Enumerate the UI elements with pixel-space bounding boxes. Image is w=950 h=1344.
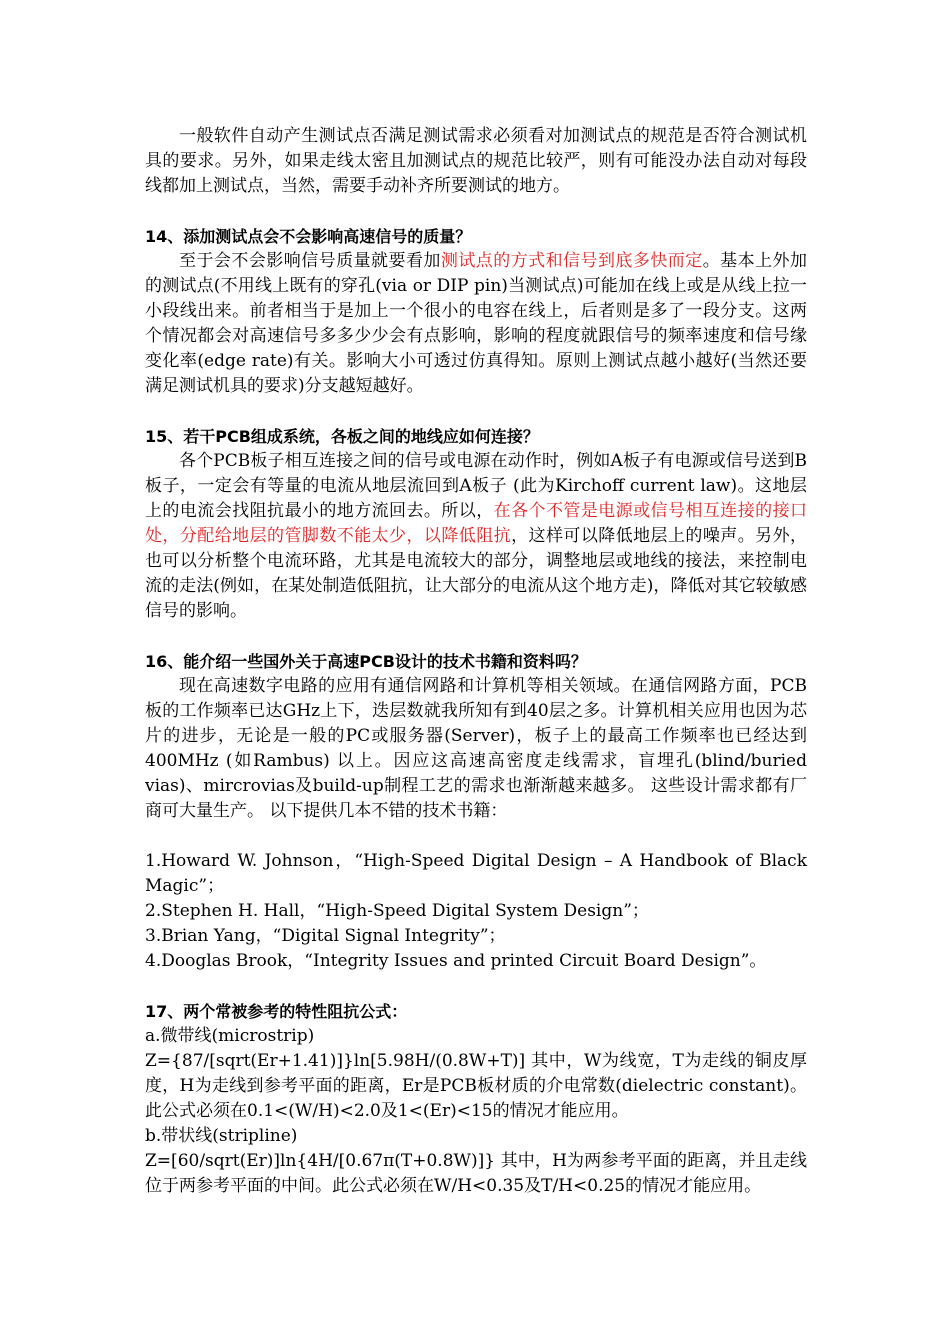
q14-text-b: 。基本上外加的测试点(不用线上既有的穿孔(via or DIP pin)当测试点)可能加在线上或是从线上拉一小段线出来。前者相当于是加上一个很小的电容在线上，后者则是多了一段分支。这两个情况都会对高速信号多多少少会有点影响，影响的程度就跟信号的频率速度和信号缘变化率(edge rate)有关。影响大小可透过仿真得知。原则上测试点越小越好(当然还要满足测试机具的要求)分支越短越好。 — [145, 251, 808, 396]
microstrip-formula: Z={87/[sqrt(Er+1.41)]}ln[5.98H/(0.8W+T)] 其中，W为线宽，T为走线的铜皮厚度，H为走线到参考平面的距离，Er是PCB板材质的介电常数(dielectric constant)。此公式必须在0.1<(W/H)<2.0及1<(Er)<15的情况才能应用。 — [145, 1051, 807, 1121]
q15-heading: 15、若干PCB组成系统，各板之间的地线应如何连接？ — [145, 427, 539, 446]
q16-heading: 16、能介绍一些国外关于高速PCB设计的技术书籍和资料吗？ — [145, 652, 587, 671]
q15-highlight: 在各个不管是电源或信号相互连接的接口处，分配给地层的管脚数不能太少，以降低阻抗 — [145, 501, 808, 546]
q14-heading: 14、添加测试点会不会影响高速信号的质量？ — [145, 227, 472, 246]
q16-answer: 现在高速数字电路的应用有通信网路和计算机等相关领域。在通信网路方面，PCB板的工作频率已达GHz上下，迭层数就我所知有到40层之多。计算机相关应用也因为芯片的进步，无论是一般的PC或服务器(Server)，板子上的最高工作频率也已经达到400MHz (如Rambus) 以上。因应这高速高密度走线需求，盲埋孔(blind/buried vias)、mircrovias及build-up制程工艺的需求也渐渐越来越多。 这些设计需求都有厂商可大量生产。 以下提供几本不错的技术书籍： — [145, 676, 807, 821]
spacer — [145, 624, 807, 649]
intro-paragraph: 一般软件自动产生测试点否满足测试需求必须看对加测试点的规范是否符合测试机具的要求。另外，如果走线太密且加测试点的规范比较严，则有可能没办法自动对每段线都加上测试点，当然，需要手动补齐所要测试的地方。 — [145, 126, 807, 196]
microstrip-label: a.微带线(microstrip) — [145, 1026, 315, 1046]
q15-text-a: 各个PCB板子相互连接之间的信号或电源在动作时，例如A板子有电源或信号送到B板子，一定会有等量的电流从地层流回到A板子 (此为Kirchoff current law)。这地层上的电流会找阻抗最小的地方流回去。所以， — [145, 451, 807, 521]
q15-text-b: ，这样可以降低地层上的噪声。另外，也可以分析整个电流环路，尤其是电流较大的部分，调整地层或地线的接法，来控制电流的走法(例如，在某处制造低阻抗，让大部分的电流从这个地方走)，降低对其它较敏感信号的影响。 — [145, 526, 808, 621]
book-item: 2.Stephen H. Hall，“High-Speed Digital System Design”； — [145, 901, 649, 921]
q17-heading: 17、两个常被参考的特性阻抗公式： — [145, 1002, 408, 1021]
spacer — [145, 399, 807, 424]
spacer — [145, 824, 807, 849]
q14-text-a: 至于会不会影响信号质量就要看加 — [179, 251, 441, 271]
stripline-formula: Z=[60/sqrt(Er)]ln{4H/[0.67π(T+0.8W)]} 其中，H为两参考平面的距离，并且走线位于两参考平面的中间。此公式必须在W/H<0.35及T/H<0.25的情况才能应用。 — [145, 1151, 807, 1196]
document-body — [145, 124, 807, 1199]
book-item: 1.Howard W. Johnson，“High-Speed Digital Design – A Handbook of Black Magic”； — [145, 851, 807, 896]
spacer — [145, 974, 807, 999]
book-item: 3.Brian Yang，“Digital Signal Integrity”； — [145, 926, 506, 946]
q14-highlight: 测试点的方式和信号到底多快而定 — [440, 251, 703, 271]
spacer — [145, 199, 807, 224]
stripline-label: b.带状线(stripline) — [145, 1126, 298, 1146]
book-item: 4.Dooglas Brook，“Integrity Issues and printed Circuit Board Design”。 — [145, 951, 767, 971]
q14-answer — [145, 249, 807, 399]
q15-answer — [145, 449, 807, 624]
